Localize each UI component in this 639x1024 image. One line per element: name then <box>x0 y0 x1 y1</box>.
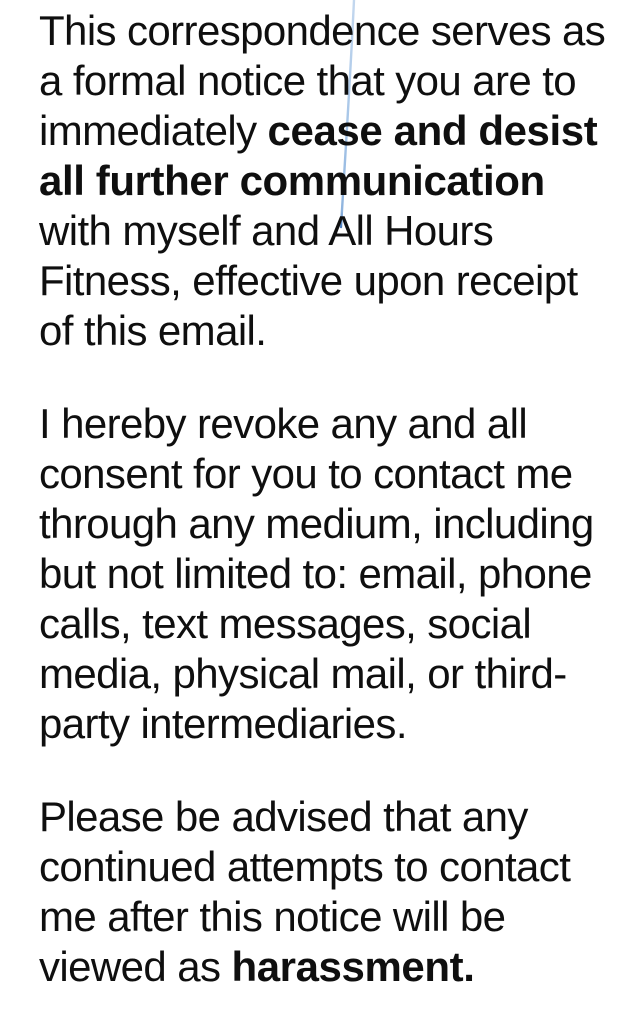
paragraph-harassment-warning <box>39 792 629 992</box>
text-run: party intermediaries. <box>39 700 407 747</box>
text-line <box>39 699 629 749</box>
text-line <box>39 399 629 449</box>
email-text-content <box>39 6 629 1024</box>
text-run: Please be advised that any <box>39 793 528 840</box>
text-line <box>39 892 629 942</box>
text-line <box>39 206 629 256</box>
text-line <box>39 6 629 56</box>
text-run: of this email. <box>39 307 267 354</box>
text-line <box>39 842 629 892</box>
text-run: through any medium, including <box>39 500 594 547</box>
text-line <box>39 942 629 992</box>
text-line <box>39 599 629 649</box>
text-line <box>39 156 629 206</box>
text-run: with myself and All Hours <box>39 207 494 254</box>
text-line <box>39 306 629 356</box>
text-line <box>39 792 629 842</box>
text-run: but not limited to: email, phone <box>39 550 592 597</box>
paragraph-revoke-consent <box>39 399 629 749</box>
bold-text-run: harassment. <box>231 943 475 990</box>
text-run: viewed as <box>39 943 232 990</box>
text-run: media, physical mail, or third- <box>39 650 567 697</box>
text-run: continued attempts to contact <box>39 843 571 890</box>
text-run: consent for you to contact me <box>39 450 573 497</box>
bold-text-run: all further communication <box>39 157 545 204</box>
text-line <box>39 549 629 599</box>
text-line <box>39 649 629 699</box>
text-run: me after this notice will be <box>39 893 506 940</box>
text-line <box>39 106 629 156</box>
text-run: I hereby revoke any and all <box>39 400 528 447</box>
text-run: a formal notice that you are to <box>39 57 577 104</box>
text-run: calls, text messages, social <box>39 600 532 647</box>
bold-text-run: cease and desist <box>267 107 598 154</box>
text-run: This correspondence serves as <box>39 7 606 54</box>
text-line <box>39 256 629 306</box>
text-run: immediately <box>39 107 268 154</box>
text-line <box>39 56 629 106</box>
text-run: Fitness, effective upon receipt <box>39 257 578 304</box>
text-line <box>39 499 629 549</box>
paragraph-cease-and-desist <box>39 6 629 356</box>
text-line <box>39 449 629 499</box>
